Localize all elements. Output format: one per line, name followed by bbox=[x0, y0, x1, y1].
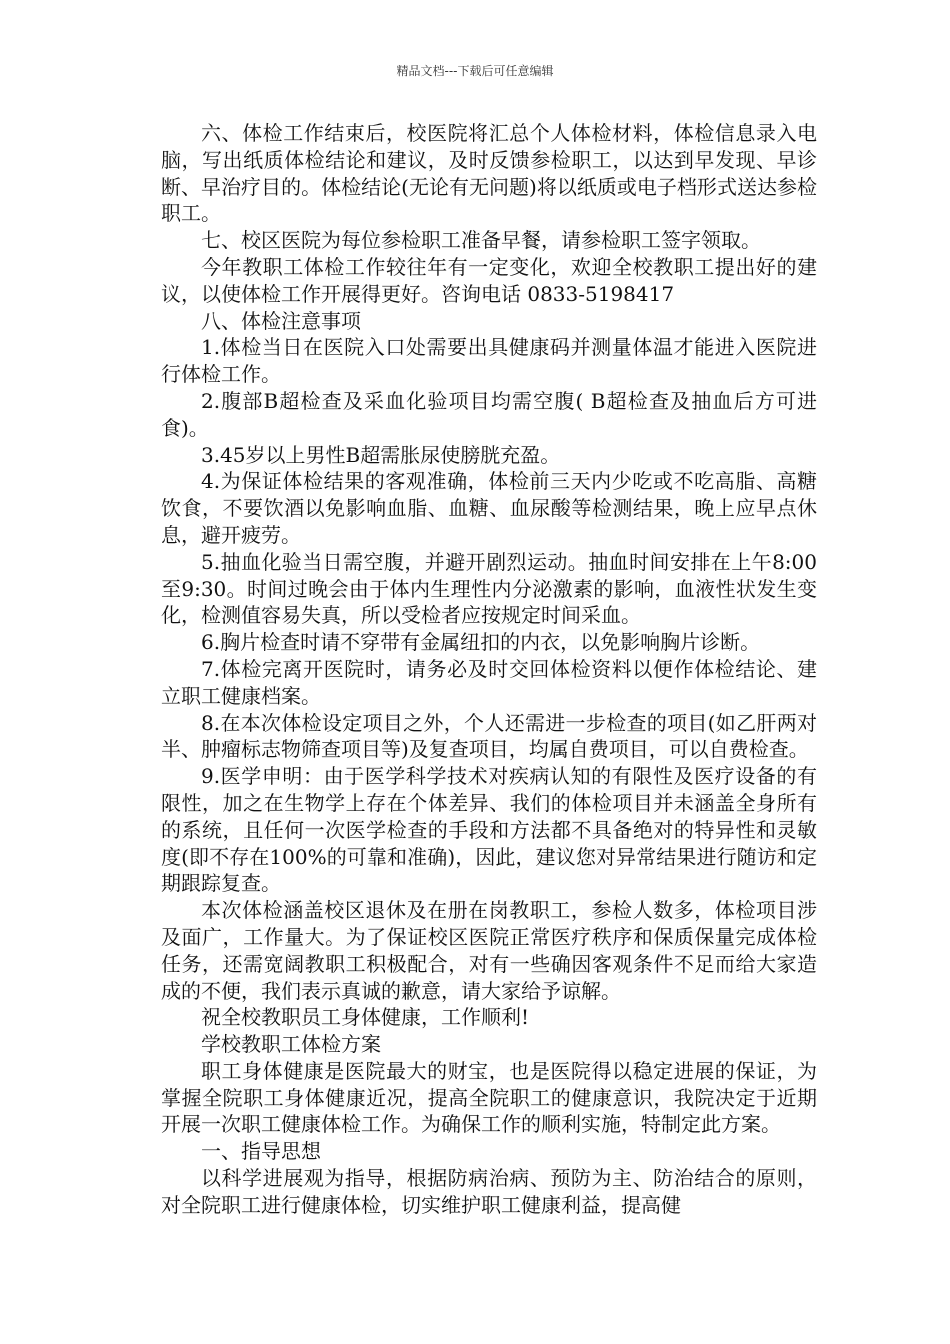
paragraph-plan-intro: 职工身体健康是医院最大的财宝，也是医院得以稳定进展的保证，为掌握全院职工身体健康近况，提高全院职工的健康意识，我院决定于近期开展一次职工健康体检工作。为确保工作的顺利实施，特制定此方案。 bbox=[161, 1058, 817, 1137]
notice-item-5: 5.抽血化验当日需空腹，并避开剧烈运动。抽血时间安排在上午8:00至9:30。时间过晚会由于体内生理性内分泌激素的影响，血液性状发生变化，检测值容易失真，所以受检者应按规定时间采血。 bbox=[161, 549, 817, 628]
paragraph-section-6: 六、体检工作结束后，校医院将汇总个人体检材料，体检信息录入电脑，写出纸质体检结论和建议，及时反馈参检职工，以达到早发现、早诊断、早治疗目的。体检结论(无论有无问题)将以纸质或电子档形式送达参检职工。 bbox=[161, 121, 817, 226]
notice-item-8: 8.在本次体检设定项目之外，个人还需进一步检查的项目(如乙肝两对半、肿瘤标志物筛查项目等)及复查项目，均属自费项目，可以自费检查。 bbox=[161, 710, 817, 762]
paragraph-closing: 本次体检涵盖校区退休及在册在岗教职工，参检人数多，体检项目涉及面广，工作量大。为了保证校区医院正常医疗秩序和保质保量完成体检任务，还需宽阔教职工积极配合，对有一些确因客观条件不足而给大家造成的不便，我们表示真诚的歉意，请大家给予谅解。 bbox=[161, 898, 817, 1003]
paragraph-wishes: 祝全校教职员工身体健康，工作顺利! bbox=[201, 1005, 530, 1030]
heading-plan-title: 学校教职工体检方案 bbox=[201, 1032, 381, 1057]
notice-item-1: 1.体检当日在医院入口处需要出具健康码并测量体温才能进入医院进行体检工作。 bbox=[161, 335, 817, 387]
paragraph-section-7: 七、校区医院为每位参检职工准备早餐，请参检职工签字领取。 bbox=[201, 228, 761, 253]
notice-item-3: 3.45岁以上男性B超需胀尿使膀胱充盈。 bbox=[201, 442, 561, 467]
heading-guiding-ideology: 一、指导思想 bbox=[201, 1139, 321, 1164]
paragraph-feedback: 今年教职工体检工作较往年有一定变化，欢迎全校教职工提出好的建议，以使体检工作开展得更好。咨询电话 0833-5198417 bbox=[161, 254, 817, 306]
notice-item-9: 9.医学申明：由于医学科学技术对疾病认知的有限性及医疗设备的有限性，加之在生物学上存在个体差异、我们的体检项目并未涵盖全身所有的系统，且任何一次医学检查的手段和方法都不具备绝对的特异性和灵敏度(即不存在100%的可靠和准确)，因此，建议您对异常结果进行随访和定期跟踪复查。 bbox=[161, 764, 817, 896]
notice-item-6: 6.胸片检查时请不穿带有金属纽扣的内衣，以免影响胸片诊断。 bbox=[201, 630, 761, 655]
page-header: 精品文档---下载后可任意编辑 bbox=[396, 64, 554, 78]
notice-item-4: 4.为保证体检结果的客观准确，体检前三天内少吃或不吃高脂、高糖饮食，不要饮酒以免影响血脂、血糖、血尿酸等检测结果，晚上应早点休息，避开疲劳。 bbox=[161, 469, 817, 547]
document-body bbox=[161, 120, 817, 1219]
paragraph-guiding-ideology: 以科学进展观为指导，根据防病治病、预防为主、防治结合的原则，对全院职工进行健康体检，切实维护职工健康利益，提高健 bbox=[161, 1166, 817, 1217]
notice-item-7: 7.体检完离开医院时，请务必及时交回体检资料以便作体检结论、建立职工健康档案。 bbox=[161, 656, 817, 708]
notice-item-2: 2.腹部B超检查及采血化验项目均需空腹( B超检查及抽血后方可进食)。 bbox=[161, 388, 817, 440]
heading-section-8: 八、体检注意事项 bbox=[201, 308, 361, 333]
